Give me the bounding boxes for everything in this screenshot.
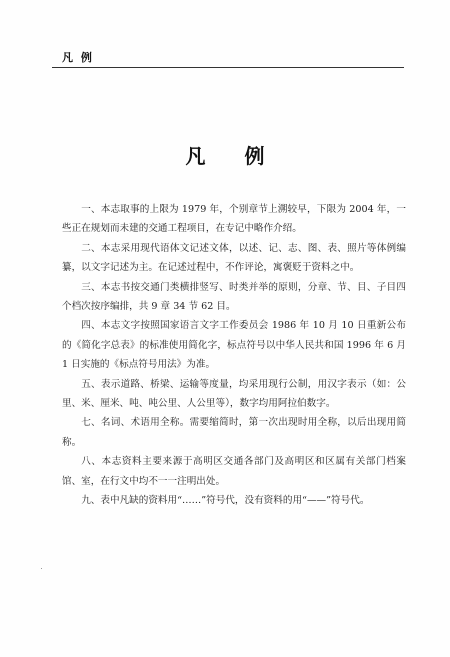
paragraph-7: 七、名词、术语用全称。需要缩简时，第一次出现时用全称，以后出现用简称。 [62,417,406,448]
running-head: 凡 例 [62,51,94,64]
page-title: 凡 例 [185,144,281,168]
paragraph-1: 一、本志取事的上限为 1979 年，个别章节上溯较早，下限为 2004 年，一些正在规划而未建的交通工程项目，在专记中略作介绍。 [62,204,406,235]
paragraph-4: 四、本志文字按照国家语言文字工作委员会 1986 年 10 月 10 日重新公布的《简化字总表》的标准使用简化字，标点符号以中华人民共和国 1996 年 6 月 1 日实施的《标点符号用法》为准。 [62,320,406,371]
scan-speck [41,568,42,569]
paragraph-5: 五、表示道路、桥梁、运输等度量，均采用现行公制，用汉字表示（如：公里、米、厘米、吨、吨公里、人公里等），数字均用阿拉伯数字。 [62,378,406,410]
paragraph-8: 八、本志资料主要来源于高明区交通各部门及高明区和区属有关部门档案馆、室，在行文中均不一一注明出处。 [62,456,406,487]
body-text [62,200,406,511]
header-rule [52,67,404,68]
paragraph-2: 二、本志采用现代语体文记述文体，以述、记、志、图、表、照片等体例编纂，以文字记述为主。在记述过程中，不作评论，寓褒贬于资料之中。 [62,242,406,274]
paragraph-3: 三、本志书按交通门类横排竖写、时类并举的原则，分章、节、目、子目四个档次按序编排，共 9 章 34 节 62 目。 [62,281,406,313]
paragraph-9: 九、表中凡缺的资料用“……”符号代，没有资料的用“——”符号代。 [81,495,370,507]
